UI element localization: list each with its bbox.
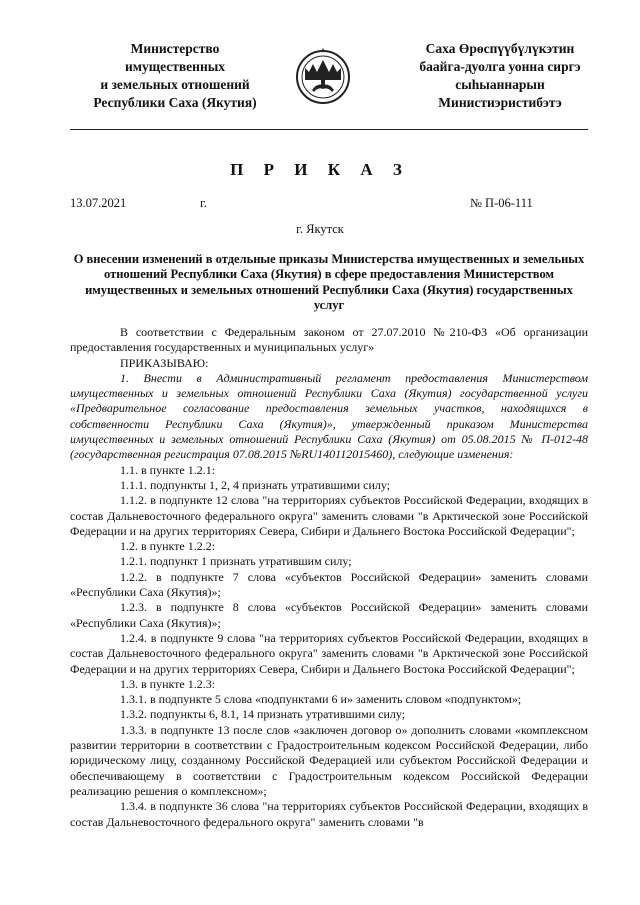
order-number: № П-06-111: [470, 196, 533, 210]
ministry-name-line: сыһыаннарын: [455, 77, 545, 92]
order-body: [70, 325, 588, 830]
ministry-name-line: баайга-дуолга уонна сиргэ: [419, 59, 581, 74]
document-title: П Р И К А З: [230, 160, 410, 179]
year-suffix: г.: [200, 196, 207, 210]
body-paragraph: 1.2.2. в подпункте 7 слова «субъектов Российской Федерации» заменить словами «Республики Саха (Якутия)»;: [70, 569, 588, 600]
body-paragraph: 1.2. в пункте 1.2.2:: [120, 539, 216, 554]
body-paragraph: 1.1.1. подпункты 1, 2, 4 признать утратившими силу;: [120, 477, 391, 492]
body-paragraph: 1. Внести в Административный регламент предоставления Министерством имущественных и земельных отношений Республики Саха (Якутия) государственной услуги «Предварительное согласование предоставления земельных участков, находящихся в собственности Республики Саха (Якутия)», утвержденный приказом Министерства имущественных и земельных отношений Республики Саха (Якутия) от 05.08.2015 № П-012-48 (государственная регистрация 07.08.2015 №RU140112015460), следующие изменения:: [70, 370, 588, 462]
body-paragraph: 1.3.4. в подпункте 36 слова "на территориях субъектов Российской Федерации, входящих в состав Дальневосточного федерального округа" заменить словами "в: [70, 799, 588, 829]
ministry-name-line: Республики Саха (Якутия): [93, 95, 257, 110]
ministry-name-line: имущественных: [124, 59, 226, 74]
ministry-name-russian: [70, 40, 280, 112]
body-paragraph: 1.1. в пункте 1.2.1:: [120, 462, 216, 477]
body-paragraph: 1.3. в пункте 1.2.3:: [120, 676, 216, 691]
body-paragraph: В соответствии с Федеральным законом от 27.07.2010 №210-ФЗ «Об организации предоставления государственных и муниципальных услуг»: [70, 325, 588, 355]
order-date: 13.07.2021: [70, 196, 127, 210]
body-paragraph: 1.1.2. в подпункте 12 слова "на территориях субъектов Российской Федерации, входящих в состав Дальневосточного федерального округа" заменить словами "в Арктической зоне Российской Федерации и на других территориях Севера, Сибири и Дальнего Востока Российской Федерации";: [70, 493, 588, 538]
ministry-name-line: и земельных отношений: [100, 77, 250, 92]
yakutia-coat-of-arms-icon: [295, 46, 351, 108]
body-paragraph: 1.3.1. в подпункте 5 слова «подпунктами 6 и» заменить словом «подпунктом»;: [120, 692, 522, 707]
body-paragraph: 1.3.3. в подпункте 13 после слов «заключен договор о» дополнить словами «комплексном развитии территории в соответствии с Градостроительным кодексом Российской Федерации, либо юридическому лицу, созданному Российской Федерацией или субъектом Российской Федерации и обеспечивающему в соответствии с Градостроительным кодексом Российской Федерации реализацию решения о комплексном»;: [70, 722, 588, 798]
body-paragraph: 1.2.4. в подпункте 9 слова "на территориях субъектов Российской Федерации, входящих в состав Дальневосточного федерального округа" заменить словами "в Арктической зоне Российской Федерации и на других территориях Севера, Сибири и Дальнего Востока Российской Федерации";: [70, 630, 588, 676]
ministry-name-line: Министерство: [130, 41, 220, 56]
body-paragraph: ПРИКАЗЫВАЮ:: [120, 355, 209, 370]
ministry-name-line: Министиэристибэтэ: [438, 95, 562, 110]
order-city: г. Якутск: [296, 222, 344, 236]
order-subject: О внесении изменений в отдельные приказы Министерства имущественных и земельных отношений Республики Саха (Якутия) в сфере предоставления Министерством имущественных и земельных отношений Республики Саха (Якутия) государственных услуг: [73, 252, 585, 312]
header-divider: [70, 129, 588, 130]
ministry-name-yakut: [384, 40, 616, 112]
ministry-name-line: Саха Өрөспүүбүлүкэтин: [425, 41, 575, 56]
body-paragraph: 1.2.1. подпункт 1 признать утратившим силу;: [120, 554, 352, 569]
body-paragraph: 1.2.3. в подпункте 8 слова «субъектов Российской Федерации» заменить словами «Республики Саха (Якутия)»;: [70, 600, 588, 630]
body-paragraph: 1.3.2. подпункты 6, 8.1, 14 признать утратившими силу;: [120, 707, 406, 722]
